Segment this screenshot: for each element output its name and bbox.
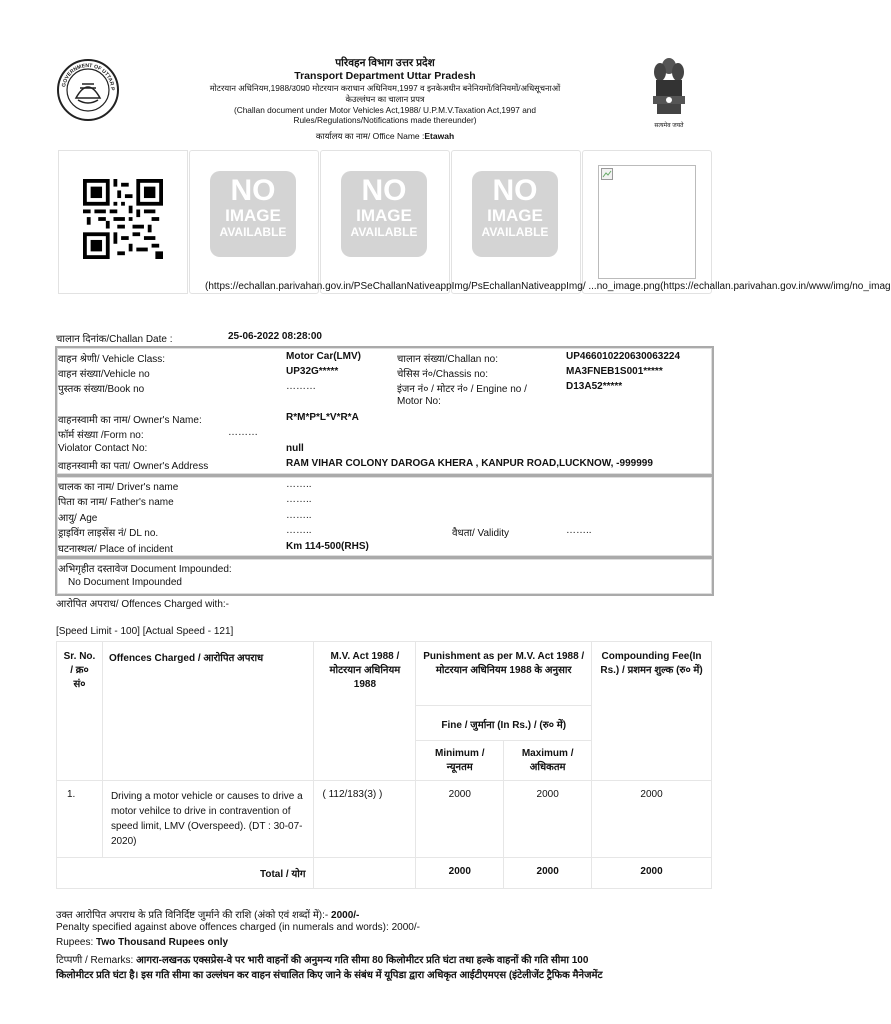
no-image-placeholder-3 (451, 150, 581, 294)
validity-value: …….. (566, 525, 592, 536)
row-compounding: 2000 (592, 781, 712, 858)
rupees-value: Two Thousand Rupees only (96, 937, 229, 948)
book-no-value: ……… (286, 381, 316, 392)
no-image-icon: NO IMAGE AVAILABLE (210, 171, 296, 257)
image-source-urls: (https://echallan.parivahan.gov.in/PSeChallanNativeappImg/PsEchallanNativeappImg/ ...no_image.png(https://echallan.parivahan.gov.in/www/img/no_imag (205, 281, 891, 292)
total-act-empty (314, 858, 416, 889)
act-line-hindi-2: केउल्लंघन का चालान प्रपत्र (345, 94, 425, 104)
impound-value: No Document Impounded (68, 577, 182, 588)
driver-name-label: चालक का नाम/ Driver's name (58, 482, 179, 493)
challan-date-label: चालान दिनांक/Challan Date : (56, 334, 173, 345)
owner-address-value: RAM VIHAR COLONY DAROGA KHERA , KANPUR ROAD,LUCKNOW, -999999 (286, 458, 653, 469)
amount-hindi-value: 2000/- (331, 910, 360, 921)
row-offence: Driving a motor vehicle or causes to drive a motor vehilce to drive in contravention of speed limit, LMV (Overspeed). (DT : 30-07-2020) (102, 781, 314, 858)
contact-label: Violator Contact No: (58, 443, 148, 454)
row-act: ( 112/183(3) ) (314, 781, 416, 858)
no-image-icon: NO IMAGE AVAILABLE (341, 171, 427, 257)
fine-header: Fine / जुर्माना (In Rs.) / (रु० में) (416, 706, 592, 741)
offences-charged-label: आरोपित अपराध/ Offences Charged with:- (56, 599, 230, 610)
remarks-row (56, 952, 588, 966)
rupees-label: Rupees: (56, 937, 94, 948)
table-row (57, 781, 712, 858)
office-name: Etawah (424, 131, 455, 141)
impound-label: अभिगृहीत दस्तावेज Document Impounded: (58, 564, 232, 575)
broken-image-icon (598, 165, 696, 279)
seal-text: GOVERNMENT OF UTTAR P (61, 62, 116, 91)
row-min: 2000 (416, 781, 504, 858)
act-header: M.V. Act 1988 / मोटरयान अधिनियम 1988 (314, 642, 416, 781)
rupees-row (56, 937, 228, 948)
act-line-english: (Challan document under Motor Vehicles Act,1988/ U.P.M.V.Taxation Act,1997 and (233, 105, 537, 115)
no-image-icon: NO IMAGE AVAILABLE (472, 171, 558, 257)
row-sr: 1. (57, 781, 103, 858)
age-label: आयु/ Age (58, 513, 98, 524)
form-no-value: ……… (228, 427, 258, 438)
engine-no-value: D13A52***** (566, 381, 623, 392)
sr-no-header: Sr. No. / क्र० सं० (57, 642, 103, 781)
emblem-caption: सत्यमेव जयते (654, 123, 684, 129)
row-max: 2000 (504, 781, 592, 858)
vehicle-no-value: UP32G***** (286, 366, 339, 377)
compounding-header: Compounding Fee(In Rs.) / प्रशमन शुल्क (रु० में) (592, 642, 712, 781)
total-min: 2000 (416, 858, 504, 889)
dl-no-label: ड्राइविंग लाइसेंस नं/ DL no. (58, 528, 159, 539)
chassis-value: MA3FNEB1S001***** (566, 366, 663, 377)
place-label: घटनास्थल/ Place of incident (58, 544, 173, 555)
act-line-english-2: Rules/Regulations/Notifications made thereunder) (293, 115, 477, 125)
engine-no-label: इंजन नं० / मोटर नं० / Engine no / (397, 384, 527, 395)
no-image-placeholder-1 (189, 150, 319, 294)
offences-table (56, 641, 712, 889)
national-emblem (648, 56, 690, 130)
qr-code-box (58, 150, 188, 294)
owner-name-label: वाहनस्वामी का नाम/ Owner's Name: (58, 415, 202, 426)
place-value: Km 114-500(RHS) (286, 541, 369, 552)
offence-header: Offences Charged / आरोपित अपराध (102, 642, 314, 781)
dl-no-value: …….. (286, 525, 312, 536)
minimum-header: Minimum / न्यूनतम (416, 741, 504, 781)
remarks-line2: किलोमीटर प्रति घंटा है। इस गति सीमा का उल्लंघन कर वाहन संचालित किए जाने के संबंध में यूपिडा द्वारा अधिकृत आईटीएमएस (इंटेलीजेंट ट्रैफिक मैनेजमेंट (56, 970, 603, 981)
total-max: 2000 (504, 858, 592, 889)
office-label: कार्यालय का नाम/ Office Name : (315, 131, 425, 141)
father-name-label: पिता का नाम/ Father's name (58, 497, 174, 508)
maximum-header: Maximum / अधिकतम (504, 741, 592, 781)
punishment-header: Punishment as per M.V. Act 1988 / मोटरयान अधिनियम 1988 के अनुसार (416, 642, 592, 706)
amount-hindi-label: उक्त आरोपित अपराध के प्रति विनिर्दिष्ट जुर्माने की राशि (अंको एवं शब्दों में):- (56, 910, 329, 921)
father-name-value: …….. (286, 494, 312, 505)
owner-name-value: R*M*P*L*V*R*A (286, 412, 359, 423)
vehicle-class-value: Motor Car(LMV) (286, 351, 361, 362)
svg-text:GOVERNMENT OF UTTAR PRADESH (56, 58, 115, 91)
total-row (57, 858, 712, 889)
no-image-placeholder-2 (320, 150, 450, 294)
amount-hindi (56, 907, 359, 921)
up-government-seal (56, 58, 120, 122)
speed-note: [Speed Limit - 100] [Actual Speed - 121] (56, 626, 234, 637)
engine-no-label-2: Motor No: (397, 396, 441, 407)
remarks-line1: आगरा-लखनऊ एक्सप्रेस-वे पर भारी वाहनों की अनुमन्य गति सीमा 80 किलोमीटर प्रति घंटा तथा हल्के वाहनों की गति सीमा 100 (136, 955, 589, 966)
total-label: Total / योग (57, 858, 314, 889)
form-no-label: फॉर्म संख्या /Form no: (58, 430, 144, 441)
vehicle-class-label: वाहन श्रेणी/ Vehicle Class: (58, 354, 166, 365)
driver-name-value: …….. (286, 479, 312, 490)
amount-english: Penalty specified against above offences charged (in numerals and words): 2000/- (56, 922, 420, 933)
contact-value: null (286, 443, 304, 454)
validity-label: वैधता/ Validity (452, 528, 510, 539)
vehicle-no-label: वाहन संख्या/Vehicle no (58, 369, 150, 380)
total-compounding: 2000 (592, 858, 712, 889)
owner-address-label: वाहनस्वामी का पता/ Owner's Address (58, 461, 209, 472)
chassis-label: चेसिस नं०/Chassis no: (397, 369, 489, 380)
age-value: …….. (286, 510, 312, 521)
office-name-row (180, 131, 590, 142)
remarks-label: टिप्पणी / Remarks: (56, 955, 134, 966)
challan-no-value: UP466010220630063224 (566, 351, 680, 362)
book-no-label: पुस्तक संख्या/Book no (58, 384, 145, 395)
qr-code-icon (83, 179, 163, 259)
dept-english-title: Transport Department Uttar Pradesh (294, 70, 476, 82)
dept-hindi-title: परिवहन विभाग उत्तर प्रदेश (335, 57, 435, 69)
challan-no-label: चालान संख्या/Challan no: (397, 354, 499, 365)
challan-date-value: 25-06-2022 08:28:00 (228, 331, 322, 342)
act-line-hindi: मोटरयान अधिनियम,1988/उ0प्र0 मोटरयान कराधान अधिनियम,1997 व इनकेअधीन बनेनियमों/विनियमों/अधिसूचनाओं (209, 83, 561, 93)
